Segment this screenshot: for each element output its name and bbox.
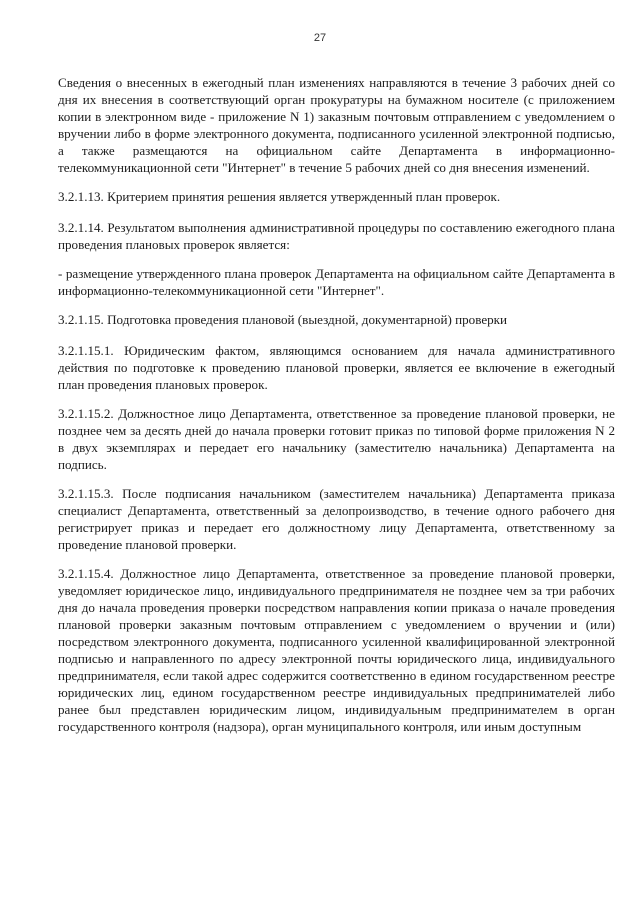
paragraph-3-2-1-15: 3.2.1.15. Подготовка проведения плановой (выездной, документарной) проверки [58,312,508,327]
document-body [58,74,615,747]
paragraph-3-2-1-15-4: 3.2.1.15.4. Должностное лицо Департамента, ответственное за проведение плановой проверки, уведомляет юридическое лицо, индивидуального предпринимателя не позднее чем за три рабочих дня до начала проведения проверки посредством направления копии приказа о начале проведения плановой проверки заказным почтовым отправлением с уведомлением о вручении и (или) посредством электронного документа, подписанного усиленной квалифицированной электронной подписью и направленного по адресу электронной почты юридического лица, индивидуального предпринимателя, если такой адрес содержится соответственно в едином государственном реестре юридических лиц, едином государственном реестре индивидуальных предпринимателей либо ранее был представлен юридическим лицом, индивидуальным предпринимателем в орган государственного контроля (надзора), орган муниципального контроля, или иным доступным [58,566,615,734]
paragraph-3-2-1-15-2: 3.2.1.15.2. Должностное лицо Департамента, ответственное за проведение плановой проверки, не позднее чем за десять дней до начала проверки готовит приказ по типовой форме приложения N 2 в двух экземплярах и передает его начальнику (заместителю начальника) Департамента на подпись. [58,406,615,472]
paragraph-changes-notice: Сведения о внесенных в ежегодный план изменениях направляются в течение 3 рабочих дней со дня их внесения в соответствующий орган прокуратуры на бумажном носителе (с приложением копии в электронном виде - приложение N 1) заказным почтовым отправлением с уведомлением о вручении либо в форме электронного документа, подписанного усиленной электронной подписью, а также размещаются на официальном сайте Департамента в информационно-телекоммуникационной сети "Интернет" в течение 5 рабочих дней со дня внесения изменений. [58,75,615,175]
paragraph-plan-publication: - размещение утвержденного плана проверок Департамента на официальном сайте Департамента в информационно-телекоммуникационной сети "Интернет". [58,266,615,298]
paragraph-3-2-1-13: 3.2.1.13. Критерием принятия решения является утвержденный план проверок. [58,189,501,204]
paragraph-3-2-1-15-3: 3.2.1.15.3. После подписания начальником (заместителем начальника) Департамента приказа специалист Департамента, ответственный за делопроизводство, в течение одного рабочего дня регистрирует приказ и передает его должностному лицу Департамента, ответственному за проведение плановой проверки. [58,486,615,552]
paragraph-3-2-1-15-1: 3.2.1.15.1. Юридическим фактом, являющимся основанием для начала административного действия по подготовке к проведению плановой проверки, является ее включение в ежегодный план проведения плановых проверок. [58,343,615,392]
page-number: 27 [313,32,327,44]
paragraph-3-2-1-14: 3.2.1.14. Результатом выполнения административной процедуры по составлению ежегодного плана проведения плановых проверок является: [58,220,615,252]
